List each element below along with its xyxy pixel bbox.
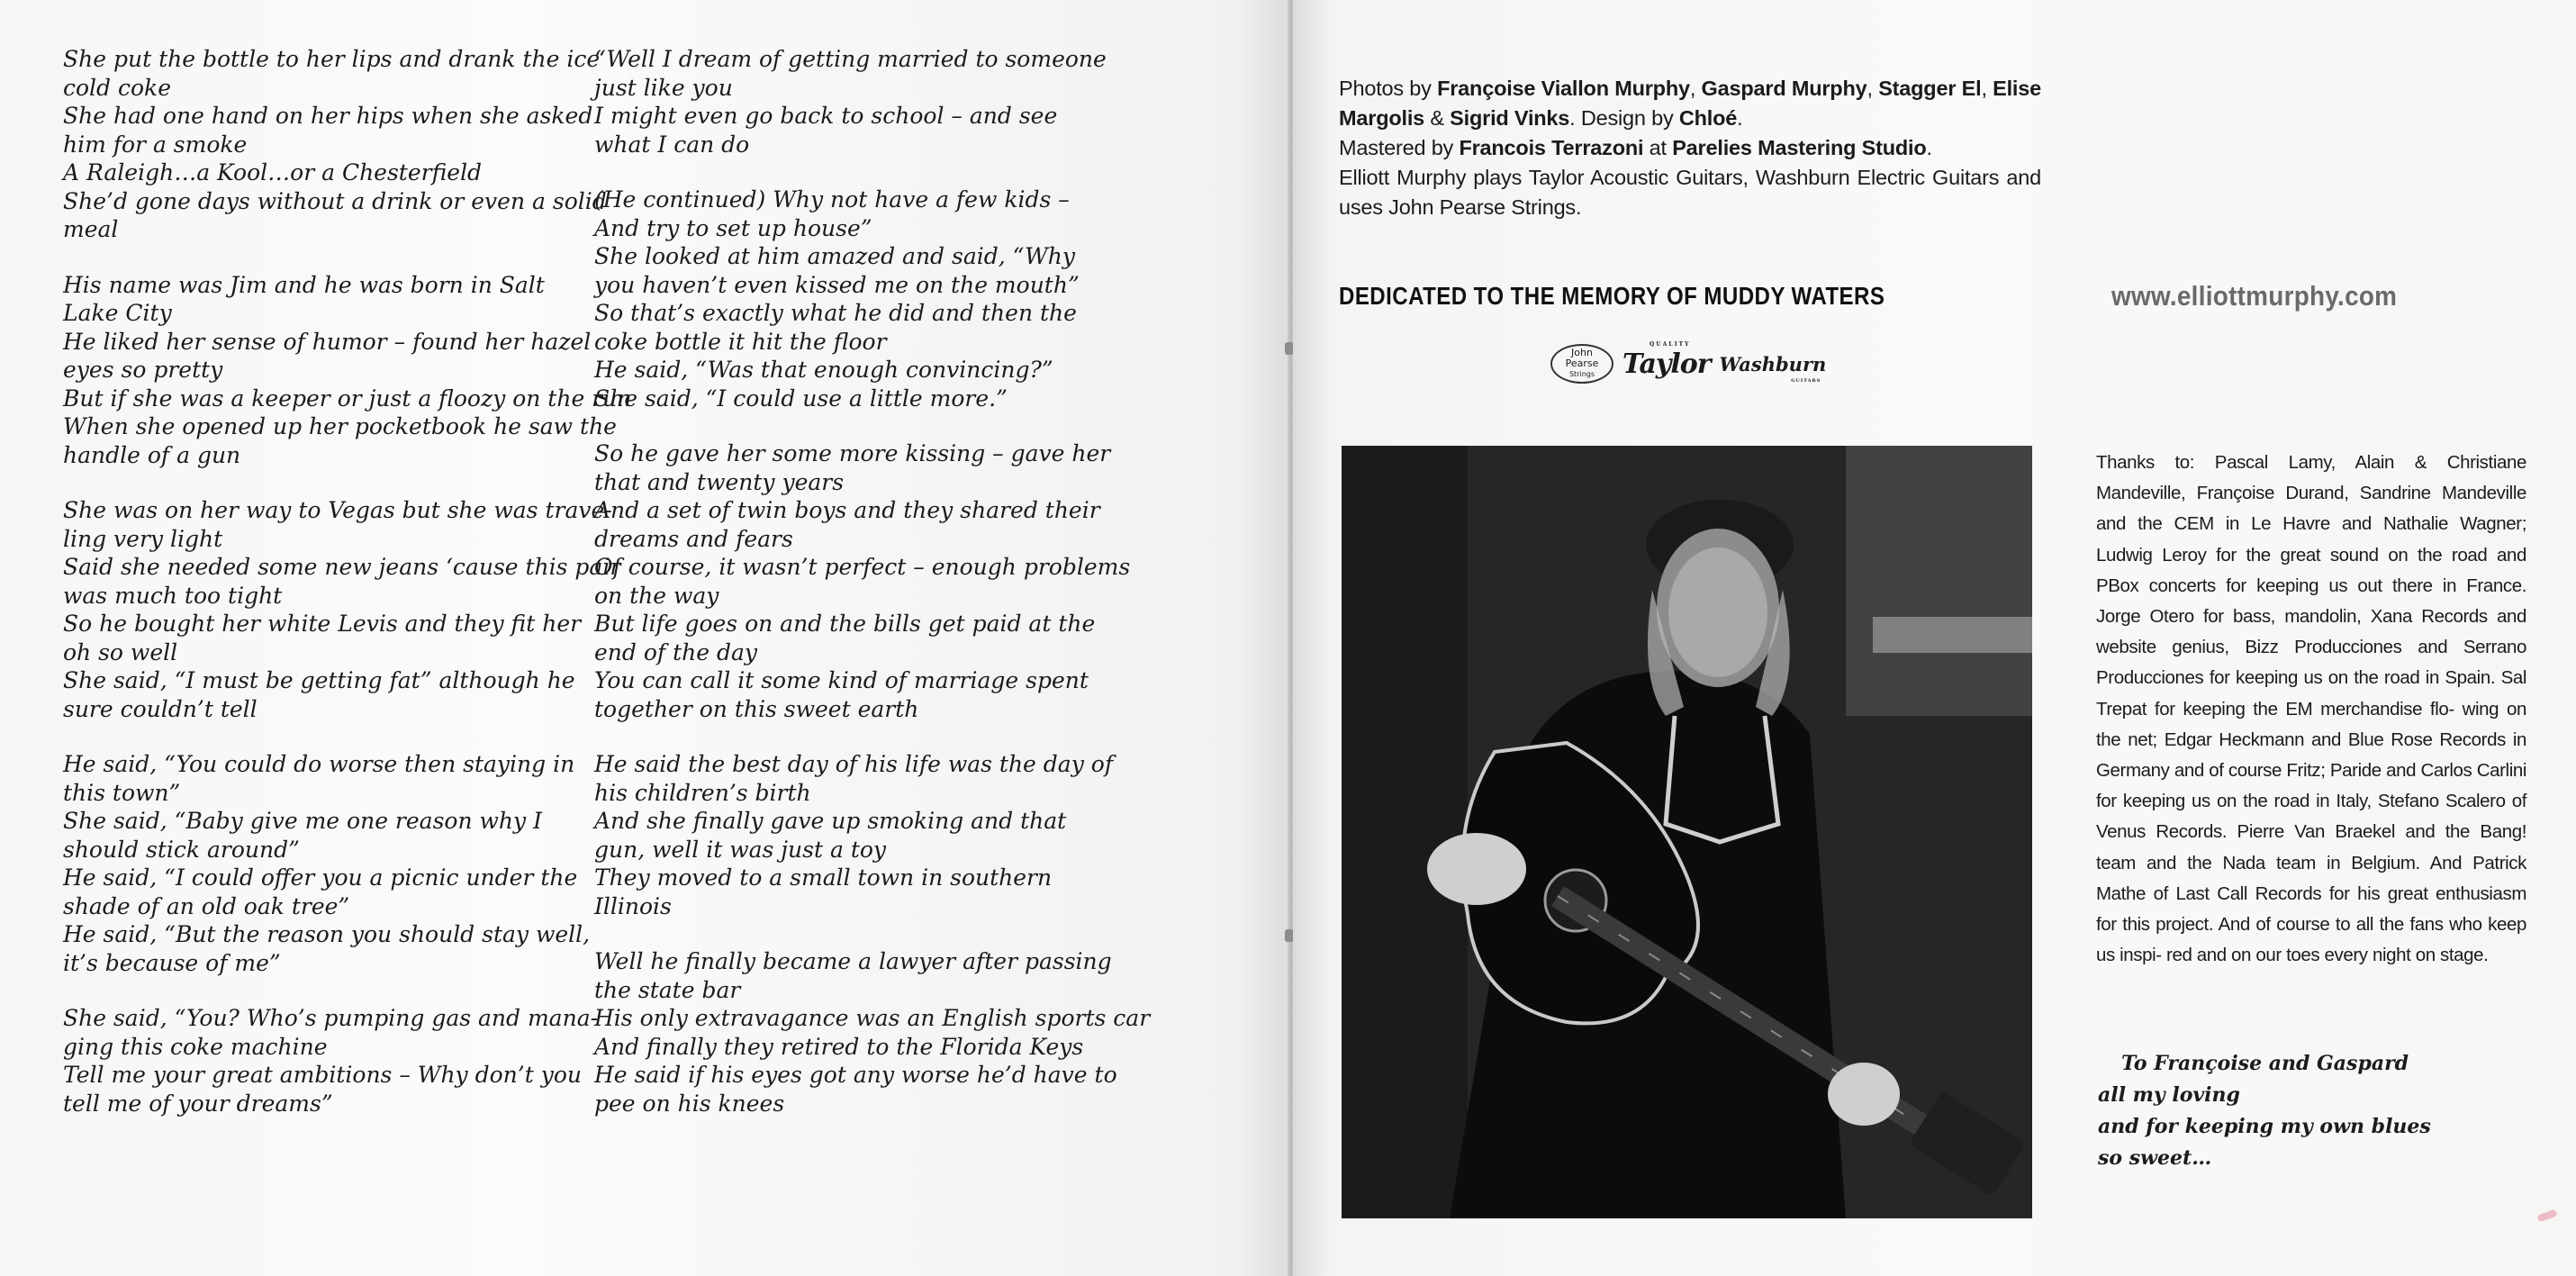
- lyric-stanza: [63, 45, 607, 244]
- lyric-line: you haven’t even kissed me on the mouth”: [594, 271, 1080, 298]
- dedication-heading: DEDICATED TO THE MEMORY OF MUDDY WATERS: [1339, 282, 1885, 310]
- mastered-suffix: .: [1926, 136, 1932, 159]
- lyric-stanza: [63, 496, 621, 723]
- photographer-5: Sigrid Vinks: [1450, 106, 1570, 130]
- note-line-3: and for keeping my own blues: [2098, 1115, 2431, 1138]
- lyric-line: Lake City: [63, 300, 172, 326]
- sponsor-logos: [1550, 340, 1826, 387]
- washburn-logo: Washburn GUITARS: [1720, 353, 1827, 376]
- lyric-line: sure couldn’t tell: [63, 695, 258, 722]
- lyric-line: (He continued) Why not have a few kids –: [594, 186, 1070, 213]
- artist-photo: [1342, 446, 2032, 1218]
- designer: Chloé: [1678, 106, 1738, 130]
- lyric-stanza: [63, 1004, 599, 1118]
- lyric-line: Tell me your great ambitions – Why don’t you: [63, 1062, 583, 1088]
- lyric-line: He said, “But the reason you should stay well,: [63, 921, 591, 947]
- lyric-line: She was on her way to Vegas but she was trave-: [63, 497, 612, 523]
- mastering-credits: [1339, 133, 2041, 163]
- lyrics-column-1: [63, 45, 632, 1145]
- lyric-line: His only extravagance was an English sports car: [594, 1005, 1151, 1031]
- lyric-line: And a set of twin boys and they shared their: [594, 497, 1100, 523]
- lyric-line: And she finally gave up smoking and that: [594, 808, 1067, 834]
- lyric-line: this town”: [63, 779, 181, 806]
- lyric-line: And finally they retired to the Florida Keys: [594, 1033, 1084, 1060]
- instrument-credits: Elliott Murphy plays Taylor Acoustic Guitars, Washburn Electric Guitars and uses John Pearse Strings.: [1339, 166, 2041, 219]
- photographer-2: Gaspard Murphy: [1701, 77, 1867, 100]
- sep-1: ,: [1689, 77, 1702, 100]
- design-suffix: .: [1737, 106, 1743, 130]
- lyric-stanza: [63, 750, 591, 977]
- photographer-1: Françoise Viallon Murphy: [1437, 77, 1690, 100]
- lyric-line: She’d gone days without a drink or even a solid: [63, 187, 607, 214]
- photographer-4: Elise Margolis: [1339, 77, 2041, 130]
- note-line-2: all my loving: [2098, 1083, 2240, 1107]
- mastered-at: at: [1643, 136, 1673, 159]
- lyric-line: on the way: [594, 582, 719, 609]
- lyric-line: He said, “Was that enough convincing?”: [594, 357, 1053, 383]
- lyrics-column-2: [594, 45, 1151, 1145]
- lyric-line: They moved to a small town in southern: [594, 864, 1053, 891]
- lyric-line: She said, “Baby give me one reason why I: [63, 808, 542, 834]
- lyric-stanza: [63, 271, 632, 470]
- lyric-line: So he bought her white Levis and they fit her: [63, 611, 582, 637]
- lyric-line: dreams and fears: [594, 525, 793, 552]
- mastered-prefix: Mastered by: [1339, 136, 1460, 159]
- lyric-line: He said, “You could do worse then staying in: [63, 751, 575, 777]
- lyric-line: eyes so pretty: [63, 357, 223, 383]
- lyric-line: He said, “I could offer you a picnic under the: [63, 864, 578, 891]
- lyric-line: ling very light: [63, 525, 223, 552]
- thanks-paragraph: [2096, 448, 2526, 971]
- lyric-line: Said she needed some new jeans ‘cause this pair: [63, 554, 621, 580]
- lyric-line: A Raleigh…a Kool…or a Chesterfield: [63, 159, 483, 186]
- lyric-line: it’s because of me”: [63, 949, 281, 976]
- mastering-studio: Parelies Mastering Studio: [1672, 136, 1927, 159]
- lyric-line: When she opened up her pocketbook he saw the: [63, 413, 617, 439]
- lyric-stanza: [594, 947, 1151, 1118]
- lyric-line: So he gave her some more kissing – gave her: [594, 440, 1111, 466]
- lyric-line: together on this sweet earth: [594, 695, 919, 722]
- lyric-stanza: [594, 186, 1098, 412]
- lyric-line: cold coke: [63, 74, 171, 101]
- lyric-line: He liked her sense of humor – found her hazel: [63, 328, 592, 355]
- photographer-3: Stagger El: [1878, 77, 1982, 100]
- lyric-line: should stick around”: [63, 836, 300, 863]
- lyric-line: just like you: [594, 74, 733, 101]
- lyric-line: So that’s exactly what he did and then the: [594, 300, 1077, 326]
- lyric-line: She said, “I could use a little more.”: [594, 385, 1008, 412]
- lyric-line: She put the bottle to her lips and drank the ice: [63, 46, 601, 72]
- lyric-stanza: [594, 45, 1107, 158]
- photos-prefix: Photos by: [1339, 77, 1438, 100]
- john-pearse-logo: [1550, 344, 1613, 384]
- lyric-line: gun, well it was just a toy: [594, 836, 887, 863]
- lyric-line: She had one hand on her hips when she asked: [63, 103, 593, 129]
- lyric-line: ging this coke machine: [63, 1033, 328, 1060]
- lyric-line: She said, “You? Who’s pumping gas and mana-: [63, 1005, 599, 1031]
- lyric-line: the state bar: [594, 976, 741, 1003]
- website-url: www.elliottmurphy.com: [2111, 280, 2398, 312]
- lyric-line: He said the best day of his life was the day of: [594, 751, 1114, 777]
- lyric-line: oh so well: [63, 638, 178, 665]
- lyric-line: that and twenty years: [594, 468, 845, 495]
- lyric-line: meal: [63, 216, 119, 242]
- lyric-line: But if she was a keeper or just a floozy on the run: [63, 385, 632, 412]
- lyric-line: his children’s birth: [594, 779, 811, 806]
- lyric-line: pee on his knees: [594, 1090, 785, 1117]
- jp-line-2: Pearse: [1565, 357, 1599, 369]
- note-line-4: so sweet…: [2098, 1146, 2212, 1170]
- lyric-line: what I can do: [594, 131, 750, 158]
- lyric-line: And try to set up house”: [594, 214, 872, 241]
- personal-dedication: [2098, 1048, 2494, 1174]
- photo-illustration: [1342, 446, 2032, 1218]
- thanks-text: Thanks to: Pascal Lamy, Alain & Christiane Mandeville, Françoise Durand, Sandrine Mandeville and the CEM in Le Havre and Nathalie Wagner; Ludwig Leroy for the great sound on the road and PBox concerts for keeping us out there in France. Jorge Otero for bass, mandolin, Xana Records and website genius, Bizz Producciones and Serrano Producciones for keeping us on the road in Spain. Sal Trepat for keeping the EM merchandise flo- wing on the net; Edgar Heckmann and Blue Rose Records in Germany and of course Fritz; Paride and Carlos Carlini for keeping us on the road in Italy, Stefano Scalero of Venus Records. Pierre Van Braekel and the Bang! team and the Nada team in Belgium. And Patrick Mathe of Last Call Records for his great enthusiasm for this project. And of course to all the fans who keep us inspi- red and on our toes every night on stage.: [2096, 452, 2526, 966]
- lyric-line: tell me of your dreams”: [63, 1090, 333, 1117]
- lyric-line: shade of an old oak tree”: [63, 892, 350, 919]
- lyric-line: Well he finally became a lawyer after passing: [594, 948, 1112, 974]
- jp-line-1: John: [1571, 347, 1593, 358]
- lyric-line: She looked at him amazed and said, “Why: [594, 243, 1076, 269]
- lyric-line: coke bottle it hit the floor: [594, 328, 887, 355]
- lyric-line: Of course, it wasn’t perfect – enough problems: [594, 554, 1131, 580]
- lyric-line: But life goes on and the bills get paid at the: [594, 611, 1096, 637]
- sep-4: &: [1424, 106, 1451, 130]
- design-prefix: . Design by: [1569, 106, 1679, 130]
- sep-3: ,: [1981, 77, 1993, 100]
- jp-line-3: Strings: [1568, 370, 1595, 378]
- lyric-line: “Well I dream of getting married to someone: [594, 46, 1107, 72]
- lyric-line: She said, “I must be getting fat” although he: [63, 667, 575, 693]
- lyric-stanza: [594, 750, 1114, 920]
- note-line-1: To Françoise and Gaspard: [2121, 1052, 2409, 1075]
- lyric-line: handle of a gun: [63, 441, 241, 468]
- taylor-logo: Q U A L I T Y Taylor: [1622, 348, 1711, 380]
- lyric-line: His name was Jim and he was born in Salt: [63, 271, 545, 298]
- lyric-line: end of the day: [594, 638, 758, 665]
- lyric-line: was much too tight: [63, 582, 283, 609]
- lyric-line: him for a smoke: [63, 131, 248, 158]
- credits-block: [1339, 74, 2041, 222]
- lyric-stanza: [594, 439, 1131, 723]
- mastering-engineer: Francois Terrazoni: [1459, 136, 1644, 159]
- lyric-line: You can call it some kind of marriage spent: [594, 667, 1089, 693]
- photo-credits: [1339, 74, 2041, 133]
- lyric-line: I might even go back to school – and see: [594, 103, 1058, 129]
- sep-2: ,: [1866, 77, 1879, 100]
- lyric-line: Illinois: [594, 892, 672, 919]
- lyric-line: He said if his eyes got any worse he’d have to: [594, 1062, 1117, 1088]
